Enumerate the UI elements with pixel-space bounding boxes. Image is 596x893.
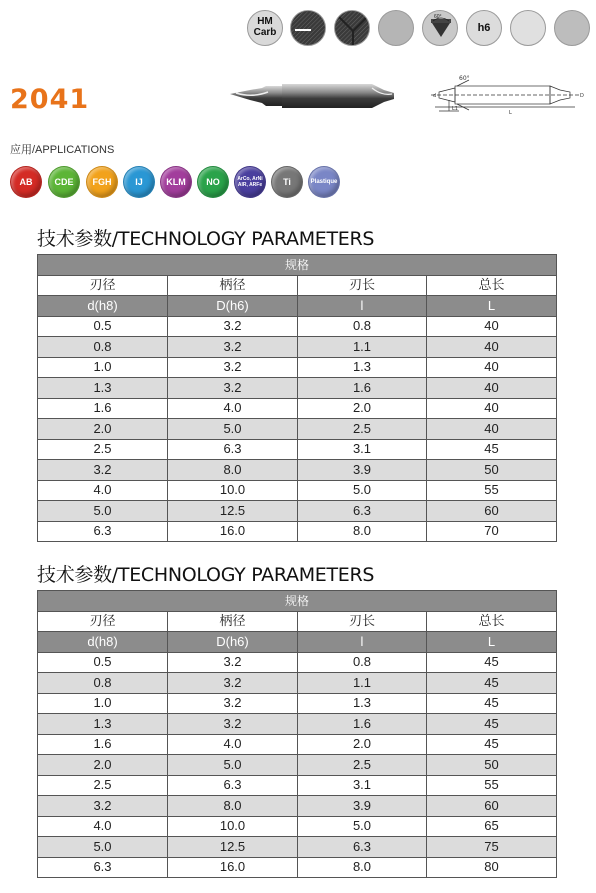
table-cell: 1.6 xyxy=(298,714,427,735)
table-row xyxy=(38,816,557,837)
table-cell: 50 xyxy=(427,755,557,776)
table-cell: 0.8 xyxy=(298,316,427,337)
material-icon-row xyxy=(247,10,592,46)
table-row xyxy=(38,316,557,337)
parameters-table-2 xyxy=(37,590,557,878)
table-cell: 1.0 xyxy=(38,357,168,378)
table-cell: 6.3 xyxy=(38,857,168,878)
table-row xyxy=(38,837,557,858)
application-no-label: NO xyxy=(206,177,220,187)
table-cell: 8.0 xyxy=(168,460,298,481)
table-cell: 1.6 xyxy=(298,378,427,399)
table-cell: 1.1 xyxy=(298,337,427,358)
table-cell: 70 xyxy=(427,521,557,542)
point-angle-icon xyxy=(422,10,458,46)
table-cell: 5.0 xyxy=(298,816,427,837)
table-1-title: 技术参数/TECHNOLOGY PARAMETERS xyxy=(37,228,375,250)
column-header: 总长 xyxy=(427,611,557,632)
plain-grey-icon xyxy=(378,10,414,46)
table-cell: 2.0 xyxy=(298,398,427,419)
symbol-header: D(h6) xyxy=(168,296,298,317)
symbol-header: d(h8) xyxy=(38,632,168,653)
table-cell: 3.9 xyxy=(298,460,427,481)
table-cell: 16.0 xyxy=(168,521,298,542)
table-cell: 6.3 xyxy=(168,775,298,796)
table-cell: 40 xyxy=(427,378,557,399)
table-cell: 3.1 xyxy=(298,439,427,460)
h6-label: h6 xyxy=(477,22,491,34)
drawing-L-label: L xyxy=(509,110,512,116)
table-cell: 3.2 xyxy=(168,693,298,714)
column-header-row xyxy=(38,611,557,632)
table-cell: 45 xyxy=(427,673,557,694)
application-badge-alloys xyxy=(234,166,266,198)
symbol-header: l xyxy=(298,296,427,317)
table-cell: 2.5 xyxy=(38,439,168,460)
table-cell: 3.2 xyxy=(38,460,168,481)
column-header: 总长 xyxy=(427,275,557,296)
table-cell: 8.0 xyxy=(298,857,427,878)
table-cell: 1.0 xyxy=(38,693,168,714)
table-cell: 5.0 xyxy=(38,501,168,522)
table-cell: 45 xyxy=(427,734,557,755)
column-header: 柄径 xyxy=(168,275,298,296)
drawing-d-label: d xyxy=(433,93,437,99)
table-row xyxy=(38,734,557,755)
symbol-header-row xyxy=(38,632,557,653)
table-cell: 2.5 xyxy=(38,775,168,796)
application-cde-label: CDE xyxy=(54,177,74,187)
table-2-title: 技术参数/TECHNOLOGY PARAMETERS xyxy=(37,564,375,586)
spec-header-row xyxy=(38,591,557,612)
table-cell: 40 xyxy=(427,357,557,378)
table-cell: 12.5 xyxy=(168,501,298,522)
table-row xyxy=(38,673,557,694)
application-badge-plastique xyxy=(308,166,340,198)
application-ti-label: Ti xyxy=(283,177,291,187)
table-row xyxy=(38,480,557,501)
table-cell: 3.2 xyxy=(168,316,298,337)
table-row xyxy=(38,460,557,481)
technical-drawing xyxy=(425,74,590,124)
table-cell: 1.3 xyxy=(298,357,427,378)
spec-header-row xyxy=(38,255,557,276)
table-cell: 60 xyxy=(427,501,557,522)
table-cell: 65 xyxy=(427,816,557,837)
application-klm-label: KLM xyxy=(166,177,186,187)
table-row xyxy=(38,796,557,817)
table-cell: 3.2 xyxy=(168,673,298,694)
symbol-header: d(h8) xyxy=(38,296,168,317)
table-cell: 80 xyxy=(427,857,557,878)
table-cell: 2.5 xyxy=(298,755,427,776)
table-row xyxy=(38,501,557,522)
table-cell: 2.5 xyxy=(298,419,427,440)
table-cell: 3.2 xyxy=(168,714,298,735)
product-code: 2041 xyxy=(10,84,90,115)
table-cell: 10.0 xyxy=(168,816,298,837)
table-row xyxy=(38,652,557,673)
table-cell: 60 xyxy=(427,796,557,817)
table-cell: 8.0 xyxy=(168,796,298,817)
point-angle-label: 60° xyxy=(434,14,442,20)
applications-row xyxy=(10,166,350,198)
table-row xyxy=(38,857,557,878)
application-badge-fgh xyxy=(86,166,118,198)
application-badge-ij xyxy=(123,166,155,198)
table-cell: 8.0 xyxy=(298,521,427,542)
table-cell: 3.2 xyxy=(168,378,298,399)
table-row xyxy=(38,693,557,714)
symbol-header-row xyxy=(38,296,557,317)
table-cell: 5.0 xyxy=(168,419,298,440)
table-cell: 4.0 xyxy=(38,816,168,837)
symbol-header: L xyxy=(427,296,557,317)
column-header: 柄径 xyxy=(168,611,298,632)
table-cell: 3.2 xyxy=(168,652,298,673)
table-cell: 5.0 xyxy=(168,755,298,776)
table-cell: 50 xyxy=(427,460,557,481)
plain-silver-icon xyxy=(554,10,590,46)
table-cell: 45 xyxy=(427,693,557,714)
table-cell: 6.3 xyxy=(38,521,168,542)
application-badge-no xyxy=(197,166,229,198)
table-cell: 0.8 xyxy=(298,652,427,673)
application-badge-klm xyxy=(160,166,192,198)
application-badge-ab xyxy=(10,166,42,198)
table-cell: 40 xyxy=(427,337,557,358)
hm-carb-label: HM Carb xyxy=(253,16,277,38)
column-header: 刃长 xyxy=(298,611,427,632)
table-cell: 3.2 xyxy=(38,796,168,817)
table-cell: 75 xyxy=(427,837,557,858)
table-cell: 4.0 xyxy=(38,480,168,501)
table-cell: 45 xyxy=(427,714,557,735)
table-cell: 1.6 xyxy=(38,734,168,755)
table-cell: 3.9 xyxy=(298,796,427,817)
drawing-angle-label: 60° xyxy=(459,75,470,82)
symbol-header: D(h6) xyxy=(168,632,298,653)
hm-carb-icon xyxy=(247,10,283,46)
table-cell: 5.0 xyxy=(38,837,168,858)
table-cell: 45 xyxy=(427,652,557,673)
table-row xyxy=(38,378,557,399)
table-row xyxy=(38,521,557,542)
table-cell: 2.0 xyxy=(38,419,168,440)
table-cell: 6.3 xyxy=(168,439,298,460)
application-badge-cde xyxy=(48,166,80,198)
table-row xyxy=(38,775,557,796)
column-header-row xyxy=(38,275,557,296)
table-cell: 12.5 xyxy=(168,837,298,858)
table-cell: 40 xyxy=(427,316,557,337)
table-cell: 55 xyxy=(427,480,557,501)
table-cell: 16.0 xyxy=(168,857,298,878)
table-cell: 1.3 xyxy=(298,693,427,714)
application-ij-label: IJ xyxy=(135,177,143,187)
table-row xyxy=(38,398,557,419)
table-cell: 55 xyxy=(427,775,557,796)
application-plastique-label: Plastique xyxy=(310,179,338,185)
spec-header-cell: 规格 xyxy=(38,255,557,276)
application-fgh-label: FGH xyxy=(92,177,112,187)
table-cell: 6.3 xyxy=(298,501,427,522)
table-cell: 5.0 xyxy=(298,480,427,501)
table-cell: 3.2 xyxy=(168,357,298,378)
table-row xyxy=(38,755,557,776)
center-drill-image xyxy=(222,76,402,121)
table-cell: 0.8 xyxy=(38,673,168,694)
h6-tolerance-icon xyxy=(466,10,502,46)
table-cell: 0.5 xyxy=(38,316,168,337)
table-cell: 4.0 xyxy=(168,398,298,419)
table-cell: 0.8 xyxy=(38,337,168,358)
table-cell: 2.0 xyxy=(298,734,427,755)
table-cell: 1.6 xyxy=(38,398,168,419)
table-row xyxy=(38,439,557,460)
column-header: 刃长 xyxy=(298,275,427,296)
parameters-table-1 xyxy=(37,254,557,542)
application-badge-ti xyxy=(271,166,303,198)
drawing-D-label: D xyxy=(580,93,584,99)
table-cell: 0.5 xyxy=(38,652,168,673)
table-cell: 6.3 xyxy=(298,837,427,858)
table-row xyxy=(38,337,557,358)
column-header: 刃径 xyxy=(38,275,168,296)
table-cell: 4.0 xyxy=(168,734,298,755)
table-cell: 40 xyxy=(427,398,557,419)
table-cell: 45 xyxy=(427,439,557,460)
table-cell: 10.0 xyxy=(168,480,298,501)
symbol-header: L xyxy=(427,632,557,653)
table-row xyxy=(38,714,557,735)
table-cell: 3.2 xyxy=(168,337,298,358)
application-ab-label: AB xyxy=(19,177,33,187)
table-cell: 1.1 xyxy=(298,673,427,694)
coating-stripe-icon xyxy=(290,10,326,46)
column-header: 刃径 xyxy=(38,611,168,632)
spec-header-cell: 规格 xyxy=(38,591,557,612)
applications-label: 应用/APPLICATIONS xyxy=(10,144,115,156)
plain-light-icon xyxy=(510,10,546,46)
table-row xyxy=(38,357,557,378)
cross-hatch-icon xyxy=(334,10,370,46)
table-cell: 3.1 xyxy=(298,775,427,796)
table-cell: 40 xyxy=(427,419,557,440)
table-cell: 1.3 xyxy=(38,378,168,399)
table-row xyxy=(38,419,557,440)
table-cell: 2.0 xyxy=(38,755,168,776)
application-alloys-label: ArCo, ArNi AIR, ARFe xyxy=(237,176,263,188)
symbol-header: l xyxy=(298,632,427,653)
drawing-l1-label: L1 xyxy=(452,106,458,112)
table-cell: 1.3 xyxy=(38,714,168,735)
